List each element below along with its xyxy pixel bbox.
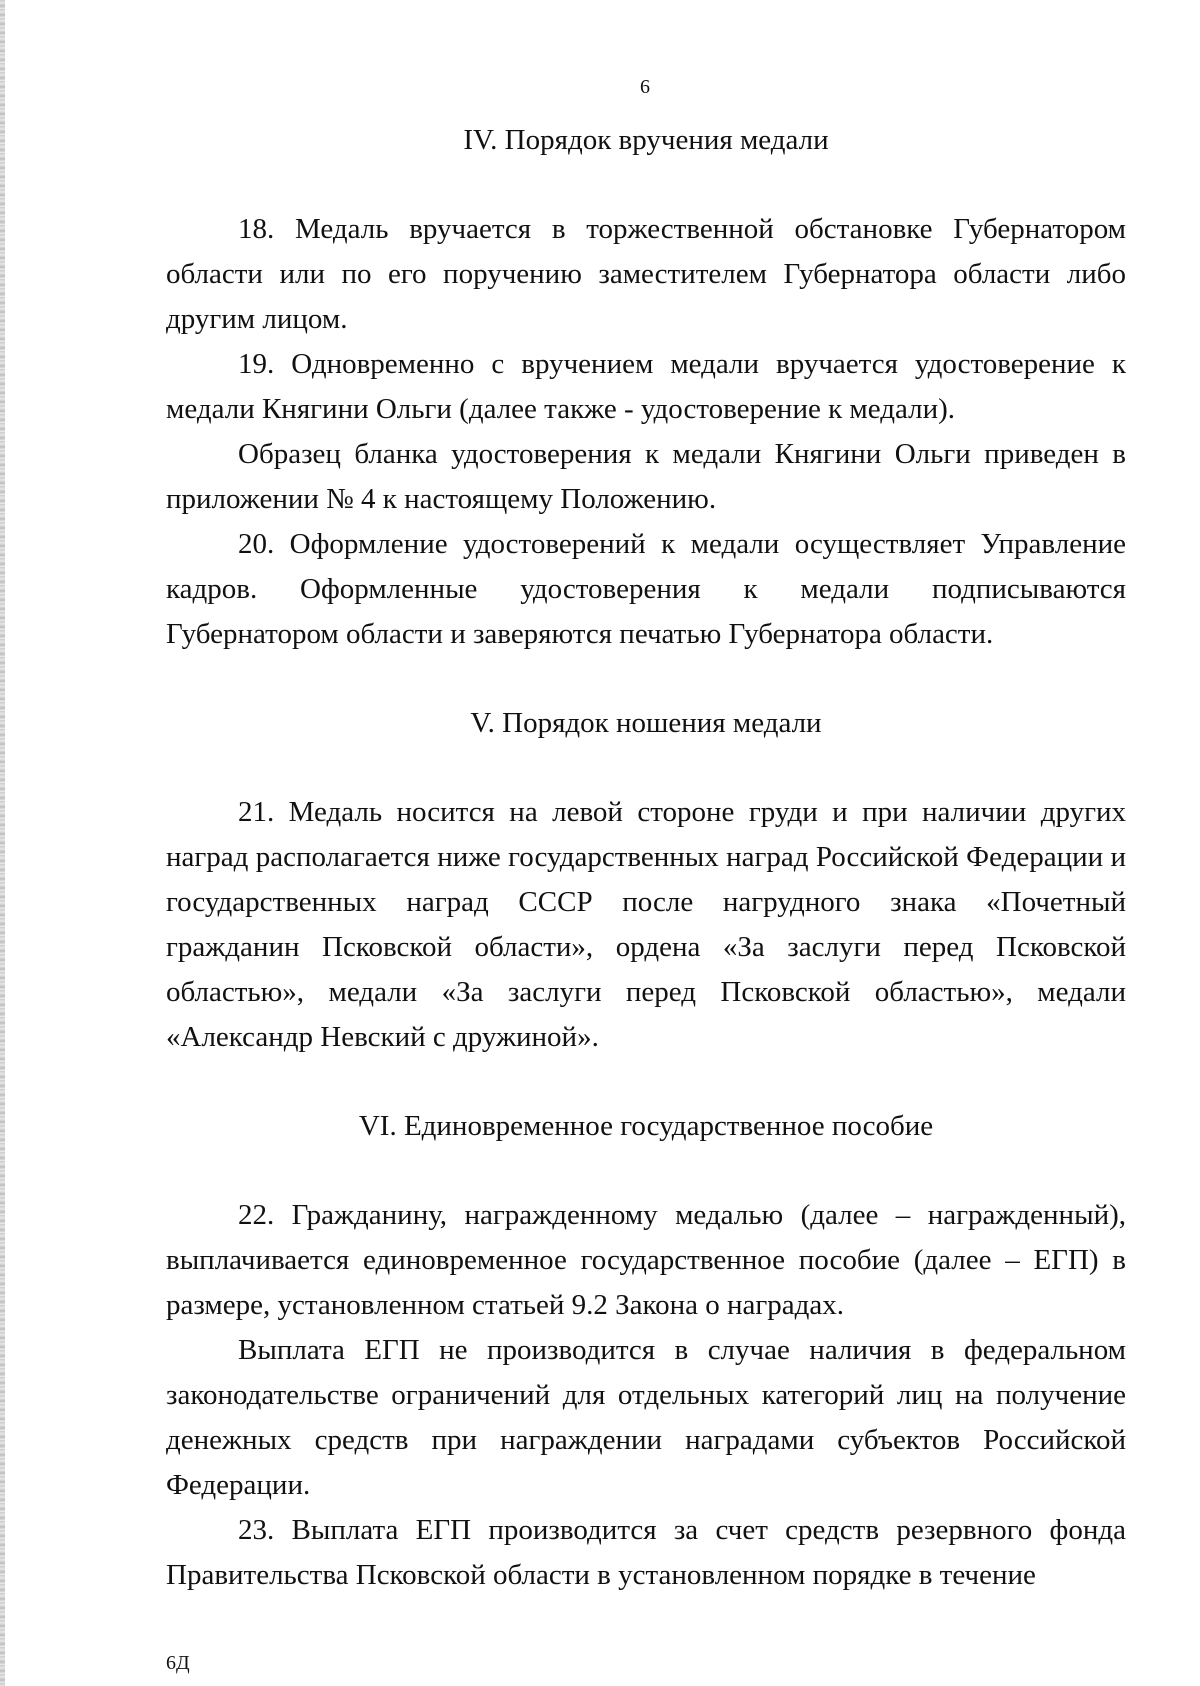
paragraph-20: 20. Оформление удостоверений к медали осуществляет Управление кадров. Оформленные удостоверения к медали подписываются Губернатором области и заверяются печатью Губернатора области.	[166, 528, 1126, 650]
paragraph-18: 18. Медаль вручается в торжественной обстановке Губернатором области или по его поручению заместителем Губернатора области либо другим лицом.	[166, 213, 1126, 335]
section-heading-vi: VI. Единовременное государственное пособие	[358, 1110, 934, 1142]
paragraph-23: 23. Выплата ЕГП производится за счет средств резервного фонда Правительства Псковской области в установленном порядке в течение	[166, 1514, 1126, 1591]
section-heading-v: V. Порядок ношения медали	[470, 707, 822, 739]
page-number: 6	[640, 76, 650, 98]
section-heading-iv: IV. Порядок вручения медали	[463, 124, 829, 156]
paragraph-22-exception: Выплата ЕГП не производится в случае наличия в федеральном законодательстве ограничений для отдельных категорий лиц на получение денежных средств при награждении наградами субъектов Российской Федерации.	[166, 1334, 1126, 1501]
paragraph-22: 22. Гражданину, награжденному медалью (далее – награжденный), выплачивается единовременное государственное пособие (далее – ЕГП) в размере, установленном статьей 9.2 Закона о наградах.	[166, 1199, 1126, 1321]
paragraph-19: 19. Одновременно с вручением медали вручается удостоверение к медали Княгини Ольги (далее также - удостоверение к медали).	[166, 348, 1126, 425]
footer-code: 6Д	[166, 1652, 190, 1674]
paragraph-21: 21. Медаль носится на левой стороне груди и при наличии других наград располагается ниже государственных наград Российской Федерации и государственных наград СССР после нагрудного знака «Почетный гражданин Псковской области», ордена «За заслуги перед Псковской областью», медали «За заслуги перед Псковской областью», медали «Александр Невский с дружиной».	[166, 796, 1126, 1053]
paragraph-19-sample: Образец бланка удостоверения к медали Княгини Ольги приведен в приложении № 4 к настоящему Положению.	[166, 438, 1126, 515]
document-body	[166, 118, 1126, 1598]
scan-edge	[0, 0, 5, 1686]
